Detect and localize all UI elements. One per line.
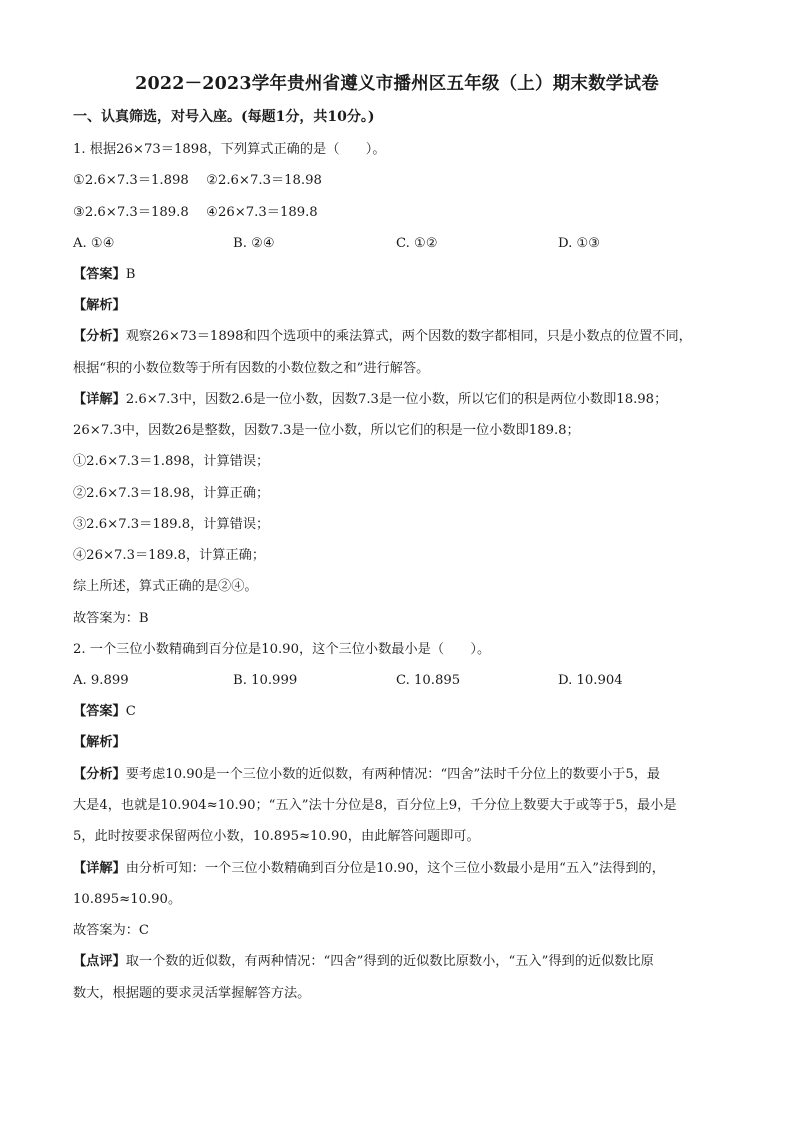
fenxi-tag: 【分析】 xyxy=(73,767,126,782)
q2-dianping-line-1 xyxy=(73,953,654,971)
q2-fenxi-line-3: 5，此时按要求保留两位小数，10.895≈10.90，由此解答问题即可。 xyxy=(73,829,480,844)
q1-summary: 综上所述，算式正确的是②④。 xyxy=(73,579,258,594)
q1-check-2: ②2.6×7.3＝18.98，计算正确； xyxy=(73,486,270,501)
q2-xiangjie-line-2: 10.895≈10.90。 xyxy=(73,892,182,907)
fenxi-text: 要考虑10.90是一个三位小数的近似数，有两种情况：“四舍”法时千分位上的数要小于5，最 xyxy=(125,767,661,782)
xiangjie-tag: 【详解】 xyxy=(73,392,126,407)
q2-xiangjie-line-1 xyxy=(73,860,665,878)
q1-expr-row-1: ①2.6×7.3＝1.898 ②2.6×7.3＝18.98 xyxy=(73,173,322,188)
q1-xiangjie-line-1 xyxy=(73,391,667,409)
jiexi-label: 【解析】 xyxy=(73,735,126,750)
q2-option-c: C. 10.895 xyxy=(396,673,461,688)
q1-check-3: ③2.6×7.3＝189.8，计算错误； xyxy=(73,517,270,532)
q1-option-c: C. ①② xyxy=(396,236,438,251)
q2-fenxi-line-2: 大是4，也就是10.904≈10.90；“五入”法十分位是8，百分位上9，千分位上数要大于或等于5，最小是 xyxy=(73,798,677,813)
jiexi-label: 【解析】 xyxy=(73,298,126,313)
answer-tag: 【答案】 xyxy=(73,267,126,282)
q1-option-b: B. ②④ xyxy=(233,236,275,251)
xiangjie-text: 2.6×7.3中，因数2.6是一位小数，因数7.3是一位小数，所以它们的积是两位小数即18.98； xyxy=(125,392,668,407)
q2-option-a: A. 9.899 xyxy=(73,673,129,688)
q1-stem: 1. 根据26×73＝1898，下列算式正确的是（ ）。 xyxy=(73,142,386,157)
q1-expr-row-2: ③2.6×7.3＝189.8 ④26×7.3＝189.8 xyxy=(73,205,318,220)
q2-fenxi-line-1 xyxy=(73,766,660,784)
q2-stem: 2. 一个三位小数精确到百分位是10.90，这个三位小数最小是（ ）。 xyxy=(73,642,491,657)
xiangjie-tag: 【详解】 xyxy=(73,861,126,876)
q1-final-answer: 故答案为：B xyxy=(73,611,149,626)
xiangjie-text: 由分析可知：一个三位小数精确到百分位是10.90，这个三位小数最小是用“五入”法得到的， xyxy=(125,861,665,876)
q1-answer xyxy=(73,266,135,284)
answer-value: B xyxy=(125,267,136,282)
q2-option-b: B. 10.999 xyxy=(233,673,298,688)
fenxi-text: 观察26×73＝1898和四个选项中的乘法算式，两个因数的数字都相同，只是小数点的位置不同， xyxy=(125,329,692,344)
page-title: 2022－2023学年贵州省遵义市播州区五年级（上）期末数学试卷 xyxy=(135,74,659,94)
q1-xiangjie-line-2: 26×7.3中，因数26是整数，因数7.3是一位小数，所以它们的积是一位小数即189.8； xyxy=(73,423,580,438)
q2-final-answer: 故答案为：C xyxy=(73,923,150,938)
q2-dianping-line-2: 数大，根据题的要求灵活掌握解答方法。 xyxy=(73,986,311,1001)
dianping-tag: 【点评】 xyxy=(73,954,126,969)
dianping-text: 取一个数的近似数，有两种情况：“四舍”得到的近似数比原数小，“五入”得到的近似数比原 xyxy=(125,954,654,969)
answer-tag: 【答案】 xyxy=(73,704,126,719)
q1-jiexi-tag xyxy=(73,297,126,315)
q1-option-a: A. ①④ xyxy=(73,236,115,251)
q1-fenxi-line-2: 根据“积的小数位数等于所有因数的小数位数之和”进行解答。 xyxy=(73,361,430,376)
q2-jiexi-tag xyxy=(73,734,126,752)
q1-fenxi-line-1 xyxy=(73,328,692,346)
fenxi-tag: 【分析】 xyxy=(73,329,126,344)
q2-option-d: D. 10.904 xyxy=(558,673,623,688)
answer-value: C xyxy=(125,704,136,719)
q1-check-1: ①2.6×7.3＝1.898，计算错误； xyxy=(73,454,270,469)
q2-answer xyxy=(73,703,136,721)
section-heading: 一、认真筛选，对号入座。(每题1分，共10分。) xyxy=(73,109,375,125)
q1-option-d: D. ①③ xyxy=(558,236,601,251)
q1-check-4: ④26×7.3＝189.8，计算正确； xyxy=(73,548,266,563)
